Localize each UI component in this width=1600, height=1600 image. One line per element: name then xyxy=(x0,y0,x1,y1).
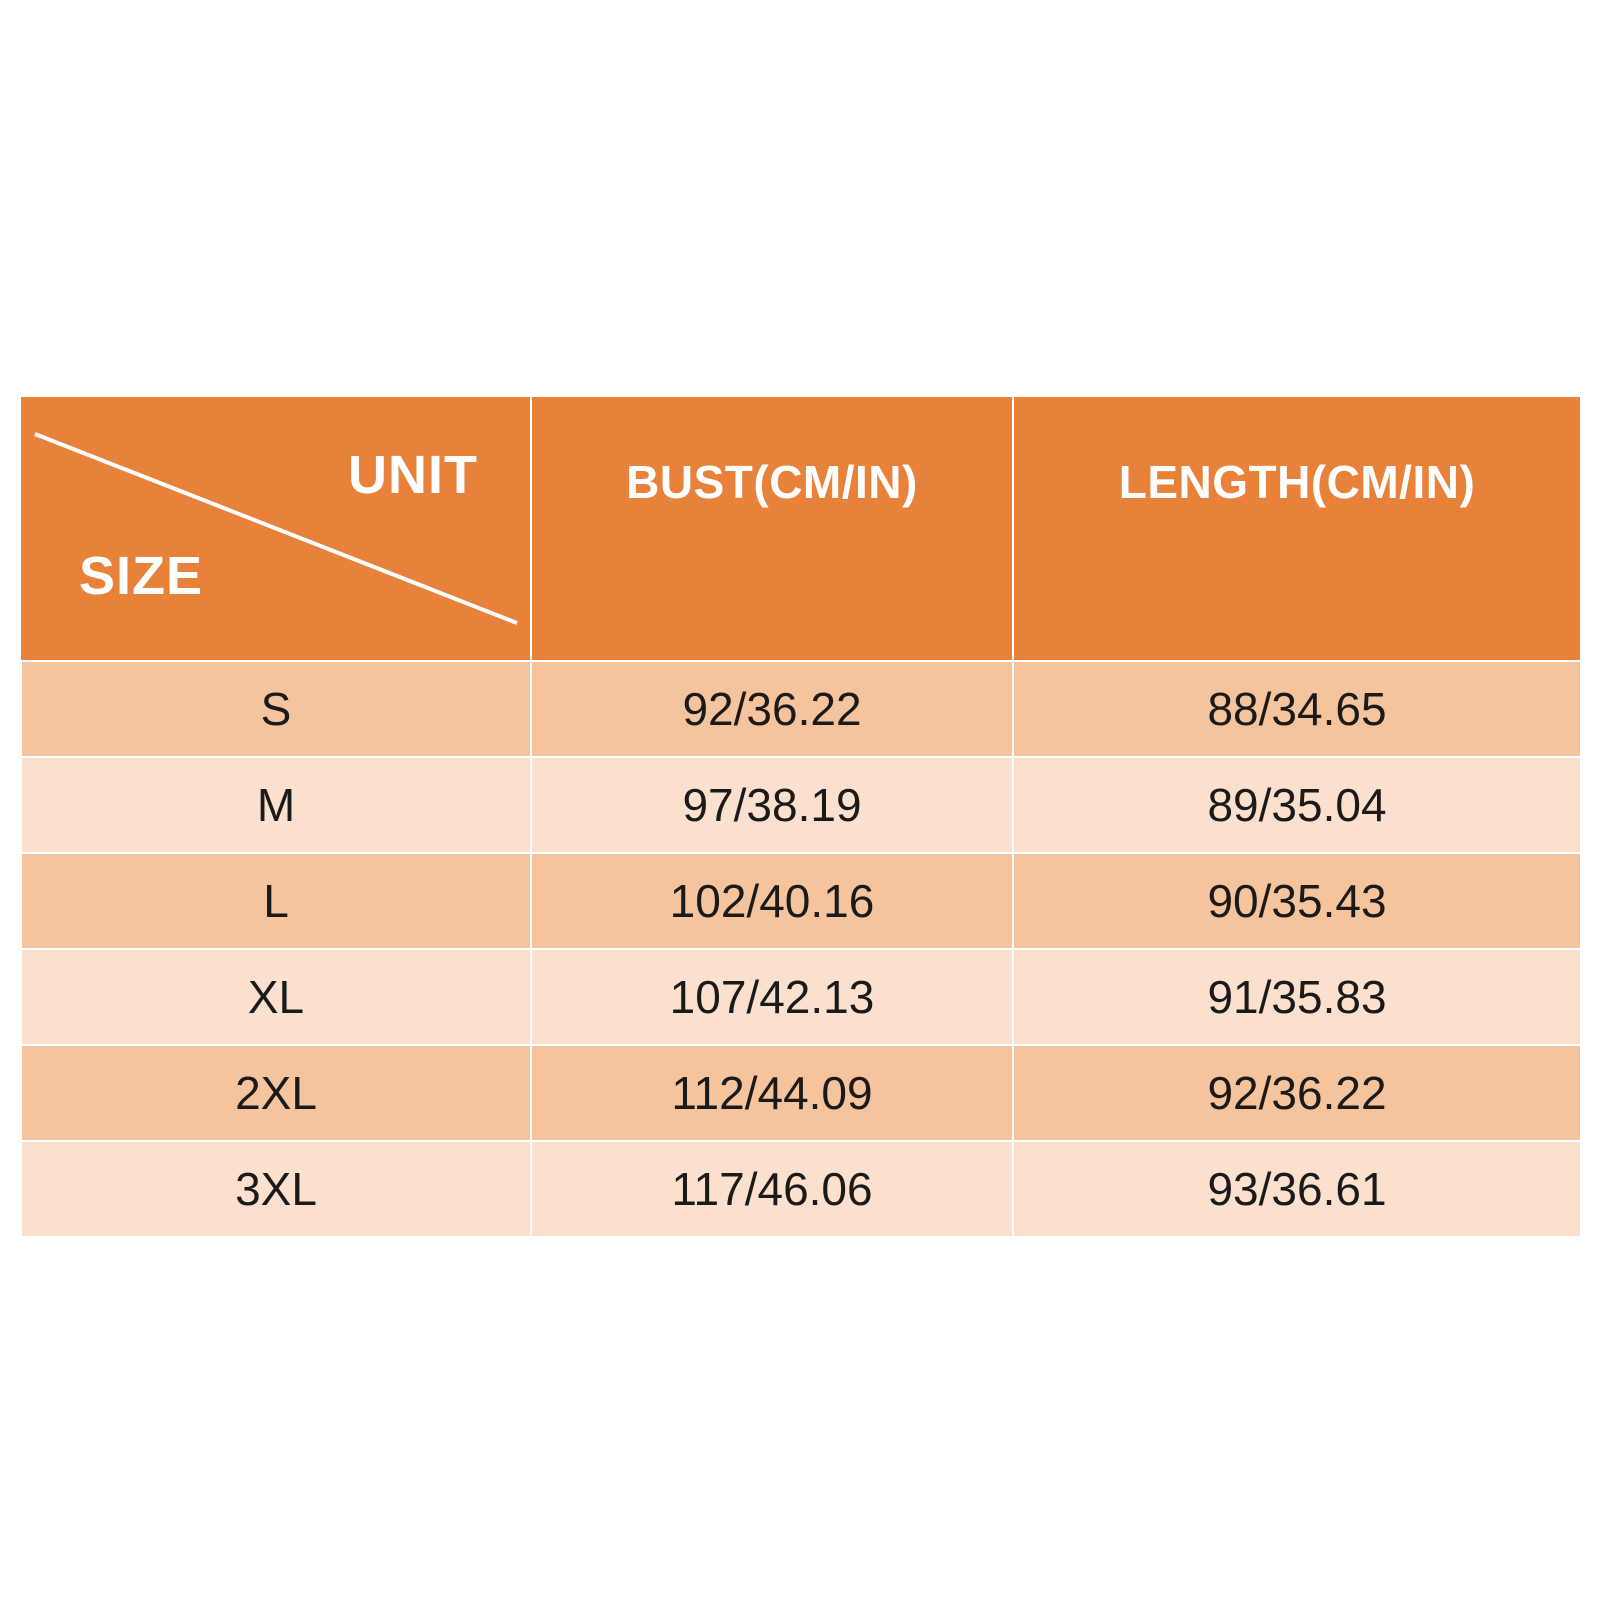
cell-size: 2XL xyxy=(21,1045,531,1141)
table-row xyxy=(21,853,1581,949)
cell-length: 92/36.22 xyxy=(1013,1045,1581,1141)
cell-bust: 112/44.09 xyxy=(531,1045,1013,1141)
cell-bust: 117/46.06 xyxy=(531,1141,1013,1237)
cell-bust: 92/36.22 xyxy=(531,661,1013,757)
cell-bust: 102/40.16 xyxy=(531,853,1013,949)
table-row xyxy=(21,949,1581,1045)
table-header-row xyxy=(21,396,1581,661)
table-row xyxy=(21,661,1581,757)
table-row xyxy=(21,1141,1581,1237)
table-row xyxy=(21,1045,1581,1141)
cell-size: S xyxy=(21,661,531,757)
unit-header-label: UNIT xyxy=(348,445,478,505)
cell-bust: 97/38.19 xyxy=(531,757,1013,853)
size-chart-table xyxy=(20,395,1582,1238)
cell-size: 3XL xyxy=(21,1141,531,1237)
cell-size: M xyxy=(21,757,531,853)
cell-length: 91/35.83 xyxy=(1013,949,1581,1045)
cell-size: L xyxy=(21,853,531,949)
table-row xyxy=(21,757,1581,853)
cell-length: 89/35.04 xyxy=(1013,757,1581,853)
cell-bust: 107/42.13 xyxy=(531,949,1013,1045)
cell-length: 88/34.65 xyxy=(1013,661,1581,757)
header-bust: BUST(CM/IN) xyxy=(531,396,1013,661)
header-length: LENGTH(CM/IN) xyxy=(1013,396,1581,661)
header-corner-cell xyxy=(21,396,531,661)
size-chart xyxy=(20,395,1580,1238)
cell-length: 90/35.43 xyxy=(1013,853,1581,949)
cell-length: 93/36.61 xyxy=(1013,1141,1581,1237)
cell-size: XL xyxy=(21,949,531,1045)
size-header-label: SIZE xyxy=(79,546,204,606)
